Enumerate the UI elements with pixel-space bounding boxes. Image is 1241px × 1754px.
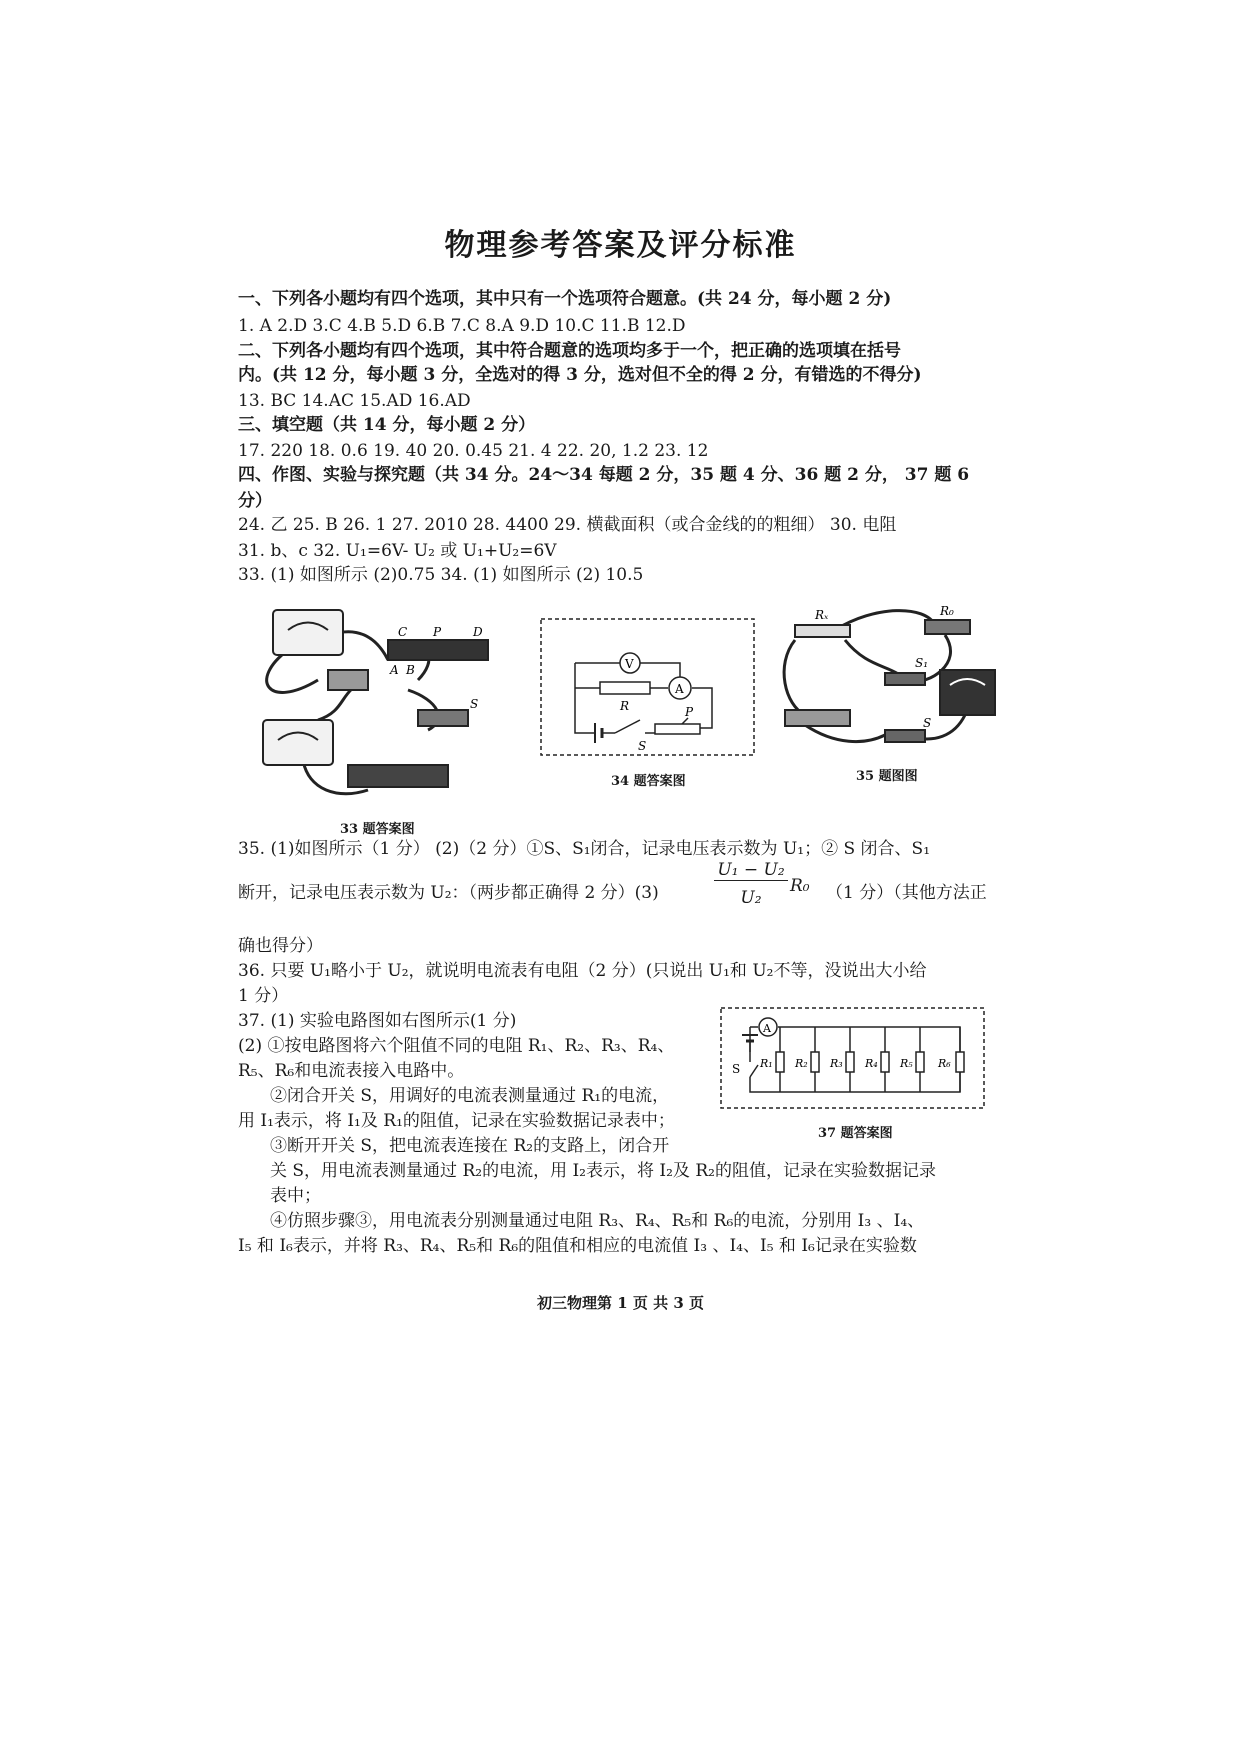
answer-37-line5: 用 I₁表示，将 I₁及 R₁的阻值，记录在实验数据记录表中； — [238, 1111, 675, 1131]
answer-37-line1: 37. (1) 实验电路图如右图所示(1 分) — [238, 1011, 517, 1031]
rheostat-device — [388, 640, 488, 660]
label-rx: Rₓ — [815, 608, 829, 622]
answer-37-line4: ②闭合开关 S，用调好的电流表测量通过 R₁的电流， — [270, 1086, 670, 1106]
answer-35-line2a: 断开，记录电压表示数为 U₂：（两步都正确得 2 分）(3) — [238, 883, 659, 903]
resistor-r6 — [956, 1052, 964, 1072]
label-c: C — [398, 625, 408, 639]
answer-37-line7: 关 S，用电流表测量通过 R₂的电流，用 I₂表示，将 I₂及 R₂的阻值，记录在实验数据记录 — [270, 1161, 936, 1181]
section-1-heading: 一、下列各小题均有四个选项，其中只有一个选项符合题意。(共 24 分，每小题 2 分) — [238, 289, 892, 309]
label-r3: R₃ — [830, 1057, 843, 1070]
answer-35-line3: 确也得分） — [238, 936, 323, 956]
section-4-heading-line1: 四、作图、实验与探究题（共 34 分。24～34 每题 2 分，35 题 4 分、36 题 2 分， 37 题 6 — [238, 465, 970, 485]
answer-36-line1: 36. 只要 U₁略小于 U₂，就说明电流表有电阻（2 分）(只说出 U₁和 U₂不等，没说出大小给 — [238, 961, 927, 981]
voltmeter-device — [273, 610, 343, 655]
resistor-rx — [795, 625, 850, 637]
switch-device — [418, 710, 468, 726]
answer-37-line2: (2) ①按电路图将六个阻值不同的电阻 R₁、R₂、R₃、R₄、 — [238, 1036, 675, 1056]
label-p: P — [685, 705, 694, 719]
label-r4: R₄ — [865, 1057, 878, 1070]
figure-37-caption: 37 题答案图 — [818, 1126, 893, 1141]
voltmeter-device — [940, 670, 995, 715]
answer-35-line1: 35. (1)如图所示（1 分） (2)（2 分）①S、S₁闭合，记录电压表示数为 U₁；② S 闭合、S₁ — [238, 839, 931, 859]
label-d: D — [473, 625, 483, 639]
resistor-r — [600, 682, 650, 694]
answers-24-30: 24. 乙 25. B 26. 1 27. 2010 28. 4400 29. 横截面积（或合金线的的粗细） 30. 电阻 — [238, 515, 897, 535]
label-s: S — [638, 739, 647, 753]
label-s: S — [923, 716, 932, 730]
battery-device — [785, 710, 850, 726]
answer-37-line8: 表中； — [270, 1186, 321, 1206]
figure-34-caption: 34 题答案图 — [611, 774, 686, 789]
answer-35-line2b: （1 分）（其他方法正 — [826, 883, 987, 903]
section-2-heading-line2: 内。(共 12 分，每小题 3 分，全选对的得 3 分，选对但不全的得 2 分，有错选的不得分) — [238, 365, 922, 385]
figure-33-caption: 33 题答案图 — [340, 822, 415, 837]
label-s1: S₁ — [915, 656, 929, 670]
label-r0: R₀ — [940, 605, 954, 618]
label-v: V — [625, 657, 634, 671]
resistor-r1 — [776, 1052, 784, 1072]
section-4-heading-line2: 分） — [238, 491, 272, 511]
figure-35-caption: 35 题图图 — [856, 769, 918, 784]
fraction-denominator: U₂ — [740, 888, 762, 908]
answer-36-line2: 1 分） — [238, 986, 289, 1006]
switch-s — [885, 730, 925, 742]
section-2-heading-line1: 二、下列各小题均有四个选项，其中符合题意的选项均多于一个，把正确的选项填在括号 — [238, 341, 901, 361]
label-p: P — [433, 625, 442, 639]
fraction-numerator: U₁ − U₂ — [714, 860, 788, 881]
figure-33-circuit — [248, 600, 498, 800]
resistor-r2 — [811, 1052, 819, 1072]
resistor-r5 — [916, 1052, 924, 1072]
label-b: B — [406, 663, 415, 677]
answer-37-line3: R₅、R₆和电流表接入电路中。 — [238, 1061, 465, 1081]
answers-33-34: 33. (1) 如图所示 (2)0.75 34. (1) 如图所示 (2) 10.5 — [238, 565, 644, 585]
label-a: A — [675, 682, 684, 696]
section-3-answers: 17. 220 18. 0.6 19. 40 20. 0.45 21. 4 22. 20, 1.2 23. 12 — [238, 441, 709, 461]
section-1-answers: 1. A 2.D 3.C 4.B 5.D 6.B 7.C 8.A 9.D 10.C 11.B 12.D — [238, 316, 686, 336]
label-s: S — [470, 697, 479, 711]
section-2-answers: 13. BC 14.AC 15.AD 16.AD — [238, 391, 471, 411]
ammeter-device — [263, 720, 333, 765]
figure-34-circuit — [540, 618, 755, 756]
figure-37-circuit — [720, 1007, 985, 1109]
resistor-r3 — [846, 1052, 854, 1072]
label-s: S — [732, 1062, 741, 1076]
slide-rheostat — [655, 724, 700, 734]
label-r: R — [620, 699, 630, 713]
page-title: 物理参考答案及评分标准 — [444, 228, 797, 263]
label-r1: R₁ — [760, 1057, 773, 1070]
answer-37-line6: ③断开开关 S，把电流表连接在 R₂的支路上，闭合开 — [270, 1136, 670, 1156]
page-footer: 初三物理第 1 页 共 3 页 — [537, 1294, 704, 1312]
fraction-r0: R₀ — [790, 876, 810, 896]
label-r2: R₂ — [795, 1057, 808, 1070]
section-3-heading: 三、填空题（共 14 分，每小题 2 分） — [238, 415, 536, 435]
label-r5: R₅ — [900, 1057, 913, 1070]
battery-device — [348, 765, 448, 787]
terminal-block — [328, 670, 368, 690]
answers-31-32: 31. b、c 32. U₁=6V- U₂ 或 U₁+U₂=6V — [238, 541, 557, 561]
label-a: A — [390, 663, 399, 677]
answer-37-line9: ④仿照步骤③，用电流表分别测量通过电阻 R₃、R₄、R₅和 R₆的电流，分别用 I₃ 、I₄、 — [270, 1211, 925, 1231]
label-a: A — [763, 1022, 771, 1035]
switch-s1 — [885, 673, 925, 685]
figure-35-circuit — [775, 605, 1005, 755]
label-r6: R₆ — [938, 1057, 951, 1070]
resistor-r0 — [925, 620, 970, 634]
resistor-r4 — [881, 1052, 889, 1072]
answer-37-line10: I₅ 和 I₆表示，并将 R₃、R₄、R₅和 R₆的阻值和相应的电流值 I₃ 、I₄、I₅ 和 I₆记录在实验数 — [238, 1236, 917, 1256]
